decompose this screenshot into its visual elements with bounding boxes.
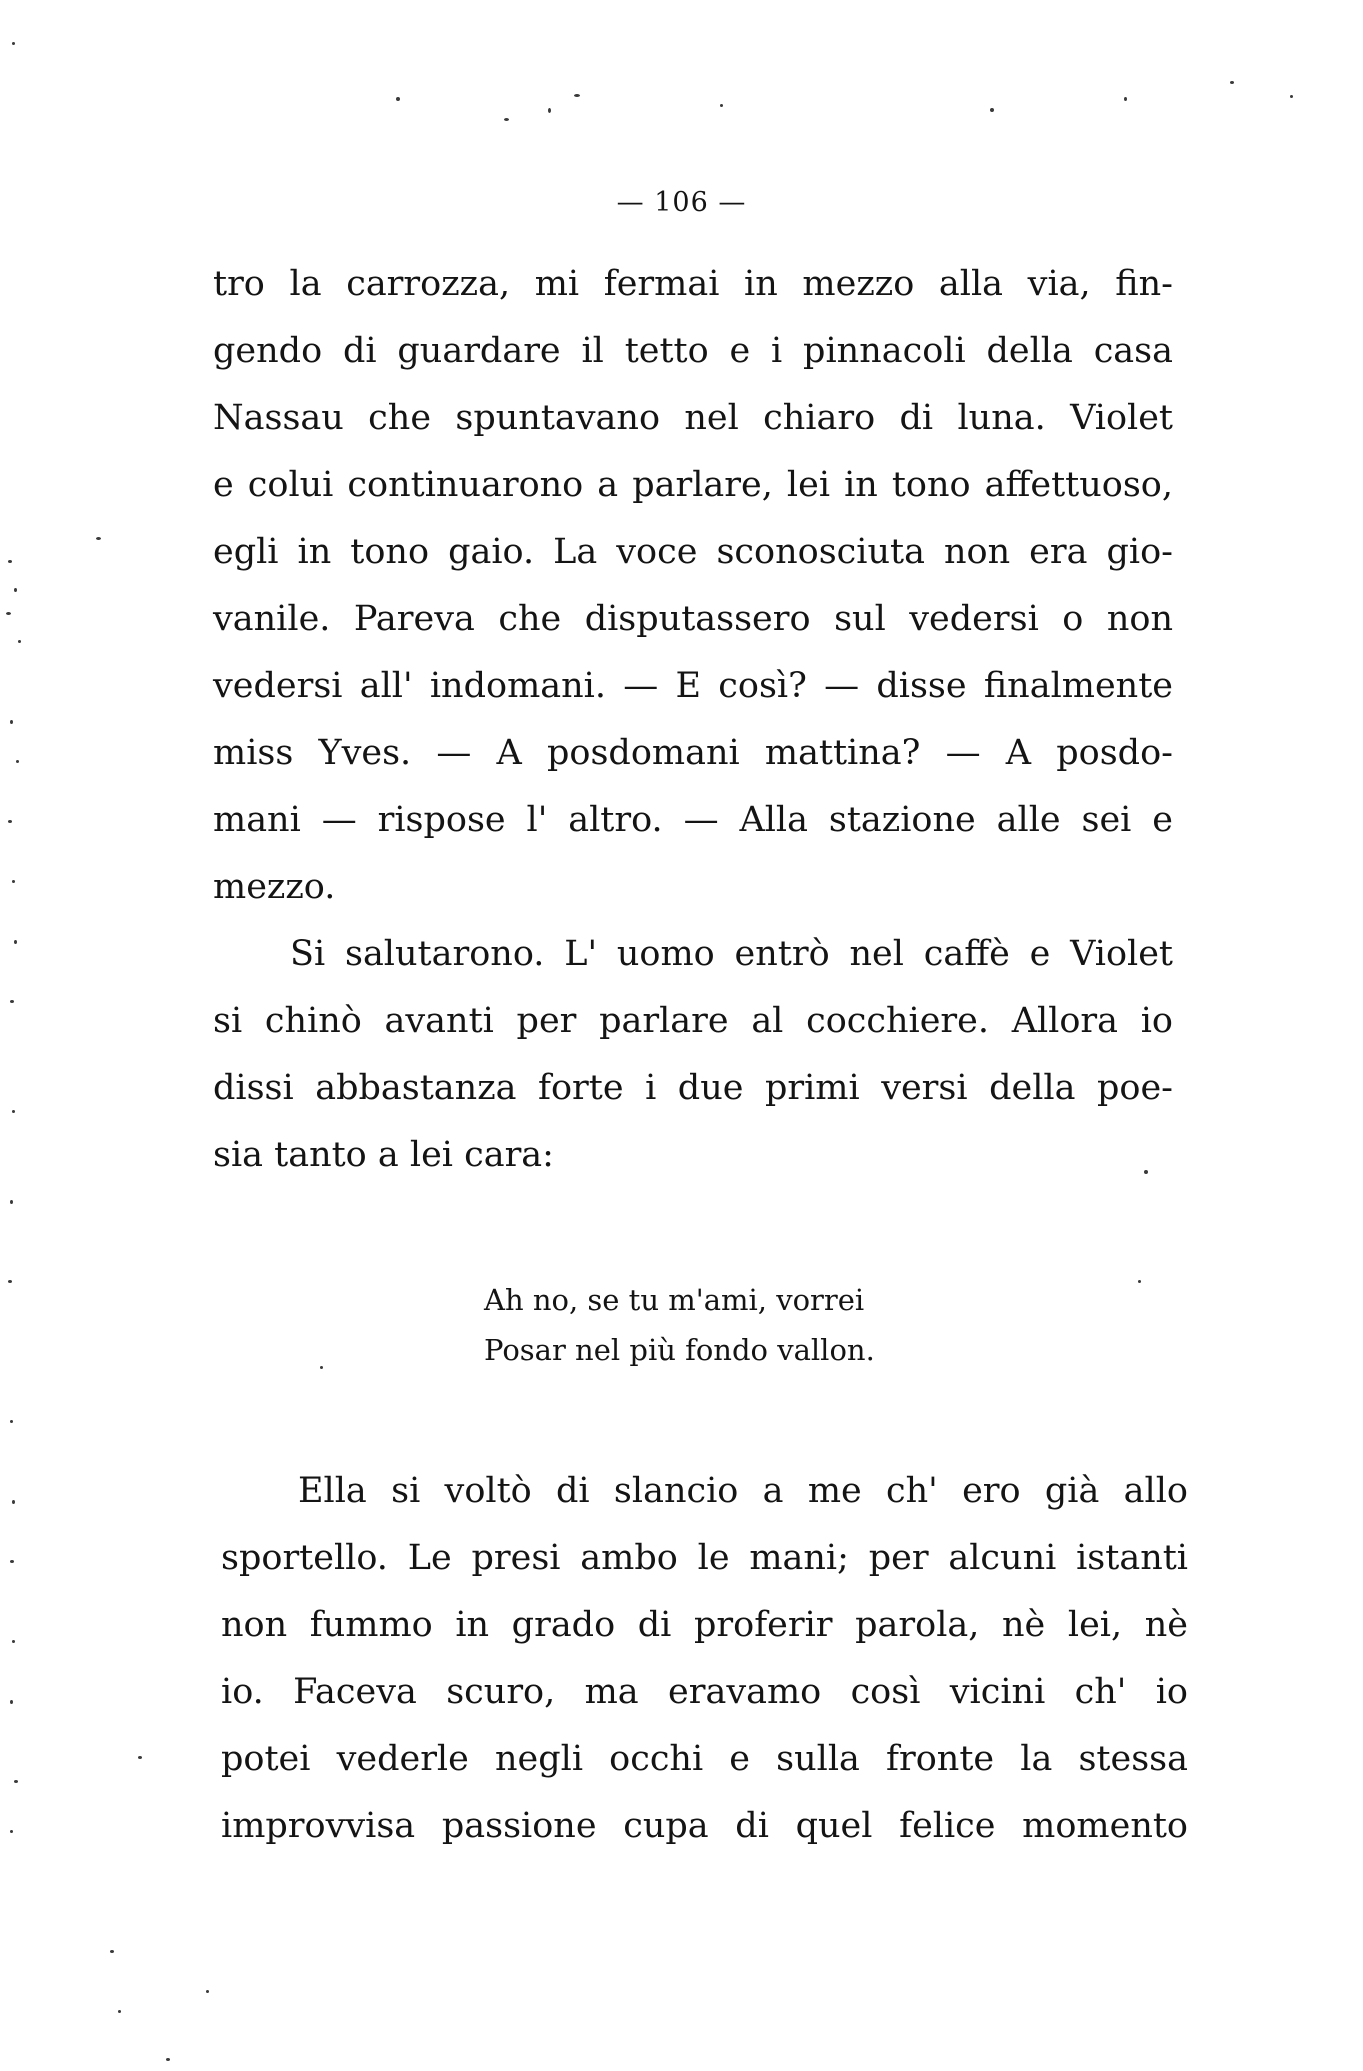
paragraph-2-line-3: dissi abbastanza forte i due primi versi della poe- (213, 1068, 1173, 1108)
verse-line-1: Ah no, se tu m'ami, vorrei (484, 1283, 865, 1317)
paragraph-1-line-2: gendo di guardare il tetto e i pinnacoli della casa (213, 331, 1173, 371)
paragraph-1-line-6: vanile. Pareva che disputassero sul vedersi o non (213, 599, 1173, 639)
paragraph-1-line-7: vedersi all' indomani. — E così? — disse finalmente (213, 666, 1173, 706)
paragraph-2-line-1: Si salutarono. L' uomo entrò nel caffè e Violet (290, 934, 1173, 974)
paragraph-2-line-4: sia tanto a lei cara: (213, 1135, 554, 1175)
page-number: — 106 — (616, 187, 747, 218)
paragraph-1-line-8: miss Yves. — A posdomani mattina? — A posdo- (213, 733, 1173, 773)
paragraph-1-line-4: e colui continuarono a parlare, lei in tono affettuoso, (213, 465, 1173, 505)
paragraph-3-line-3: non fummo in grado di proferir parola, nè lei, nè (221, 1605, 1188, 1645)
paragraph-1-line-5: egli in tono gaio. La voce sconosciuta non era gio- (213, 532, 1173, 572)
paragraph-3-line-5: potei vederle negli occhi e sulla fronte la stessa (221, 1739, 1188, 1779)
verse-line-2: Posar nel più fondo vallon. (484, 1333, 875, 1367)
paragraph-3-line-6: improvvisa passione cupa di quel felice momento (221, 1806, 1188, 1846)
paragraph-3-line-1: Ella si voltò di slancio a me ch' ero già allo (298, 1471, 1188, 1511)
paragraph-3-line-4: io. Faceva scuro, ma eravamo così vicini ch' io (221, 1672, 1188, 1712)
paragraph-1-line-1: tro la carrozza, mi fermai in mezzo alla via, fin- (213, 264, 1173, 304)
paragraph-1-line-9: mani — rispose l' altro. — Alla stazione alle sei e (213, 800, 1173, 840)
paragraph-1-line-10: mezzo. (213, 867, 336, 907)
paragraph-2-line-2: si chinò avanti per parlare al cocchiere. Allora io (213, 1001, 1173, 1041)
paragraph-1-line-3: Nassau che spuntavano nel chiaro di luna. Violet (213, 398, 1173, 438)
paragraph-3-line-2: sportello. Le presi ambo le mani; per alcuni istanti (221, 1538, 1188, 1578)
